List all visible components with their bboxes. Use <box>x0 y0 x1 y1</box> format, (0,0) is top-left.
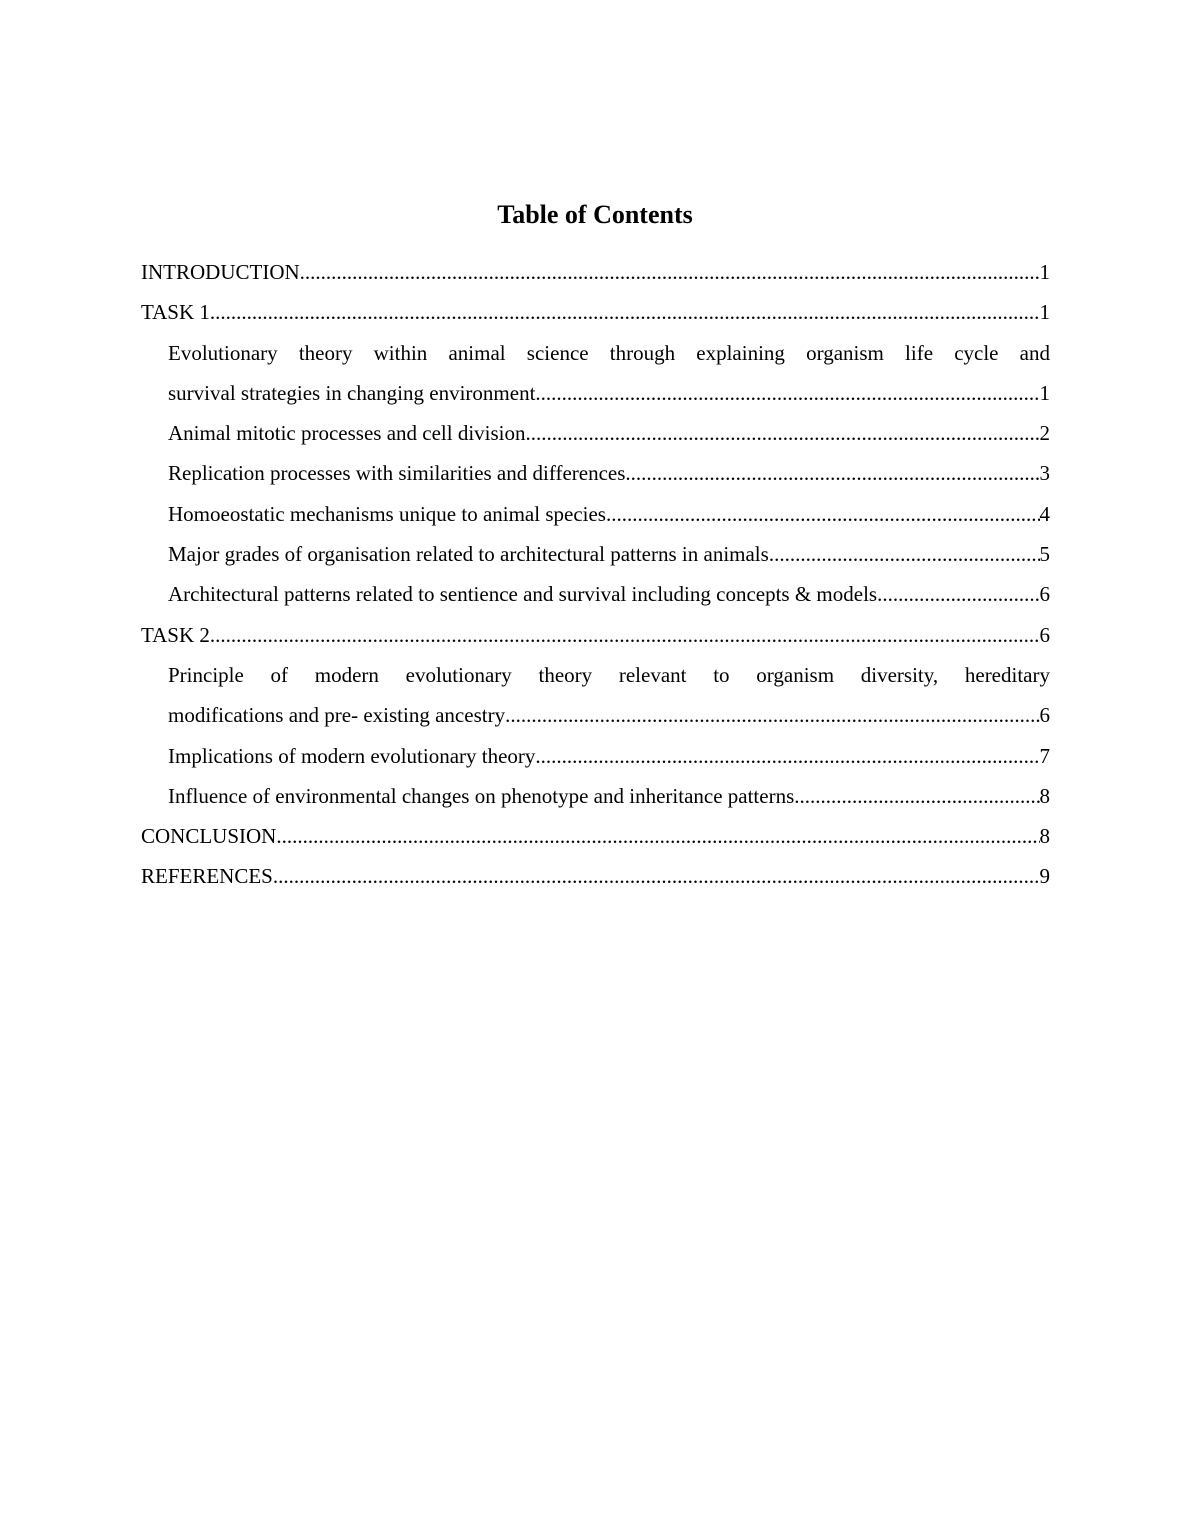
toc-leader-dots <box>535 736 1039 776</box>
toc-leader-dots <box>300 252 1040 292</box>
toc-entry-conclusion[interactable] <box>141 816 1050 856</box>
toc-entry-environmental-changes[interactable] <box>141 776 1050 816</box>
toc-leader-dots <box>625 453 1039 493</box>
toc-entry-references[interactable] <box>141 856 1050 896</box>
toc-page-number: 6 <box>1039 703 1050 728</box>
toc-page-number: 6 <box>1039 582 1050 607</box>
toc-leader-dots <box>210 292 1040 332</box>
toc-page-number: 7 <box>1039 743 1050 768</box>
toc-page-number: 5 <box>1039 542 1050 567</box>
toc-leader-dots <box>276 816 1039 856</box>
toc-entry-text: TASK 2 <box>141 622 210 647</box>
toc-entry-text: Animal mitotic processes and cell division <box>168 421 526 446</box>
toc-page-number: 1 <box>1039 380 1050 405</box>
toc-leader-dots <box>535 373 1039 413</box>
toc-leader-dots <box>273 856 1040 896</box>
toc-leader-dots <box>505 695 1039 735</box>
toc-entry-major-grades[interactable] <box>141 534 1050 574</box>
table-of-contents <box>141 252 1050 897</box>
toc-entry-principle-modern-evolutionary[interactable] <box>141 655 1050 736</box>
toc-entry-text: CONCLUSION <box>141 824 277 849</box>
toc-page-number: 8 <box>1039 824 1050 849</box>
toc-entry-text: Replication processes with similarities and differences <box>168 461 626 486</box>
toc-entry-text: survival strategies in changing environment <box>168 380 536 405</box>
toc-entry-homoeostatic-mechanisms[interactable] <box>141 494 1050 534</box>
toc-entry-implications[interactable] <box>141 736 1050 776</box>
toc-entry-task-2[interactable] <box>141 615 1050 655</box>
toc-leader-dots <box>210 615 1040 655</box>
toc-leader-dots <box>877 574 1039 614</box>
toc-entry-text-line1: Principle of modern evolutionary theory relevant to organism diversity, hereditary <box>168 662 1050 687</box>
toc-entry-text: Influence of environmental changes on phenotype and inheritance patterns <box>168 783 795 808</box>
toc-page-number: 6 <box>1039 622 1050 647</box>
toc-entry-text: REFERENCES <box>141 864 273 889</box>
toc-entry-replication-processes[interactable] <box>141 453 1050 493</box>
toc-leader-dots <box>606 494 1040 534</box>
toc-page-number: 9 <box>1039 864 1050 889</box>
toc-entry-text: TASK 1 <box>141 300 210 325</box>
toc-page-number: 1 <box>1039 260 1050 284</box>
toc-page-number: 4 <box>1039 501 1050 526</box>
toc-leader-dots <box>769 534 1040 574</box>
toc-page-number: 1 <box>1039 300 1050 325</box>
toc-entry-text: Architectural patterns related to sentience and survival including concepts & models <box>168 582 878 607</box>
toc-entry-mitotic-processes[interactable] <box>141 413 1050 453</box>
toc-entry-task-1[interactable] <box>141 292 1050 332</box>
toc-entry-text: INTRODUCTION <box>141 260 300 284</box>
toc-title: Table of Contents <box>497 200 693 229</box>
toc-page-number: 8 <box>1039 783 1050 808</box>
toc-entry-text: modifications and pre- existing ancestry <box>168 703 506 728</box>
toc-entry-text: Implications of modern evolutionary theory <box>168 743 536 768</box>
toc-leader-dots <box>794 776 1039 816</box>
toc-entry-text: Homoeostatic mechanisms unique to animal species <box>168 501 606 526</box>
toc-entry-evolutionary-theory[interactable] <box>141 333 1050 414</box>
toc-entry-architectural-patterns[interactable] <box>141 574 1050 614</box>
toc-entry-text: Major grades of organisation related to architectural patterns in animals <box>168 542 769 567</box>
toc-leader-dots <box>526 413 1040 453</box>
toc-page-number: 3 <box>1039 461 1050 486</box>
toc-entry-introduction[interactable] <box>141 252 1050 292</box>
toc-page-number: 2 <box>1039 421 1050 446</box>
toc-entry-text-line1: Evolutionary theory within animal science through explaining organism life cycle and <box>168 340 1050 365</box>
